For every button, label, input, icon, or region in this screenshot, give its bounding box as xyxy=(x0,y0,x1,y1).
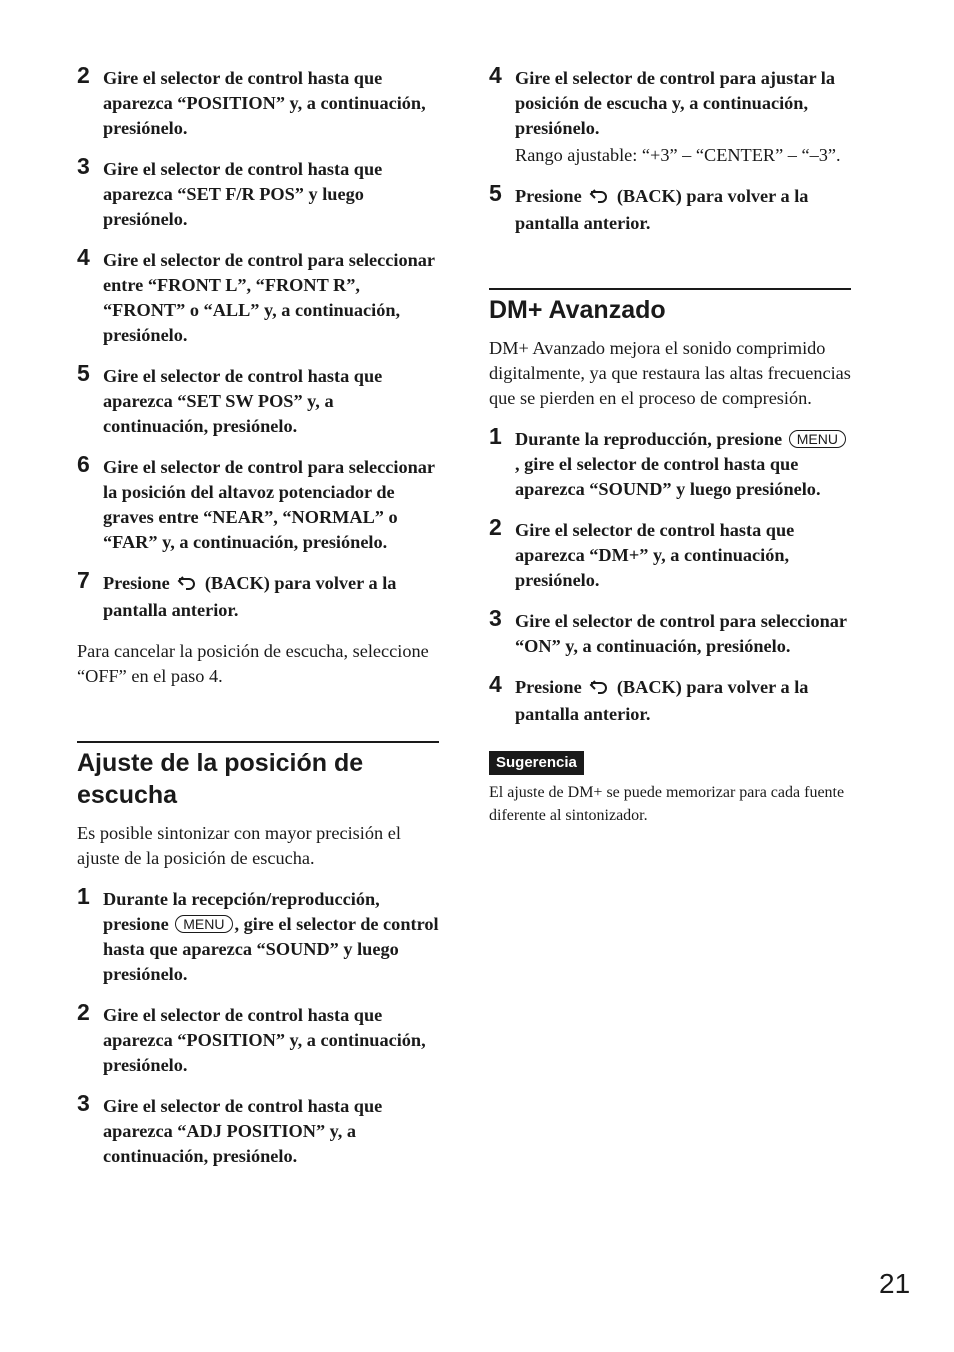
step-text: Gire el selector de control hasta que aparezca “POSITION” y, a continuación, presiónelo. xyxy=(103,1005,426,1075)
step-number: 6 xyxy=(77,451,90,477)
step-number: 3 xyxy=(77,153,90,179)
step-text-pre: Durante la recepción/reproducción, presione xyxy=(103,889,380,934)
step-3 xyxy=(77,153,439,232)
page-number: 21 xyxy=(879,1268,911,1299)
tip-text: El ajuste de DM+ se puede memorizar para cada fuente diferente al sintonizador. xyxy=(489,784,845,824)
step-number: 4 xyxy=(77,244,90,270)
step-number: 7 xyxy=(77,567,90,593)
menu-button-label: MENU xyxy=(789,430,846,448)
step-text-post: (BACK) para volver a la pantalla anterior. xyxy=(103,573,397,620)
step-text: Gire el selector de control hasta que aparezca “ADJ POSITION” y, a continuación, presiónelo. xyxy=(103,1096,383,1166)
step-text: Gire el selector de control para seleccionar “ON” y, a continuación, presiónelo. xyxy=(515,611,847,656)
step-text: Gire el selector de control para seleccionar la posición del altavoz potenciador de graves entre “NEAR”, “NORMAL” o “FAR” y, a continuación, presiónelo. xyxy=(103,457,435,552)
left-column xyxy=(77,62,439,1185)
step-text-post: , gire el selector de control hasta que aparezca “SOUND” y luego presiónelo. xyxy=(515,454,821,499)
step-4 xyxy=(489,671,851,727)
step-text: Gire el selector de control hasta que aparezca “POSITION” y, a continuación, presiónelo. xyxy=(103,68,426,138)
step-text-post: (BACK) para volver a la pantalla anterior. xyxy=(515,677,809,724)
section-title-posicion: Ajuste de la posición de escucha xyxy=(77,749,364,809)
step-text: Gire el selector de control hasta que aparezca “DM+” y, a continuación, presiónelo. xyxy=(515,520,795,590)
step-number: 4 xyxy=(489,62,502,88)
step-text: Gire el selector de control hasta que aparezca “SET F/R POS” y luego presiónelo. xyxy=(103,159,383,229)
step-text xyxy=(103,887,439,987)
right-column xyxy=(489,62,851,827)
step-text-post: (BACK) para volver a la pantalla anterior. xyxy=(515,186,809,233)
step-4 xyxy=(77,244,439,348)
step-text xyxy=(515,427,851,502)
section-intro: DM+ Avanzado mejora el sonido comprimido digitalmente, ya que restaura las altas frecuencias que se pierden en el proceso de compresión. xyxy=(489,338,851,408)
section-divider xyxy=(489,288,851,290)
step-number: 4 xyxy=(489,671,502,697)
step-number: 2 xyxy=(489,514,502,540)
step-5 xyxy=(77,360,439,439)
step-5 xyxy=(489,180,851,236)
step-text-post: , gire el selector de control hasta que aparezca “SOUND” y luego presiónelo. xyxy=(103,914,439,984)
step-1 xyxy=(489,423,851,502)
step-text-pre: Presione xyxy=(515,677,582,697)
step-note: Rango ajustable: “+3” – “CENTER” – “–3”. xyxy=(515,145,841,165)
section-divider xyxy=(77,741,439,743)
step-text-pre: Presione xyxy=(515,186,582,206)
step-text: Gire el selector de control hasta que aparezca “SET SW POS” y, a continuación, presiónelo. xyxy=(103,366,383,436)
step-number: 3 xyxy=(77,1090,90,1116)
step-text-pre: Durante la reproducción, presione xyxy=(515,429,783,449)
step-number: 3 xyxy=(489,605,502,631)
step-text xyxy=(103,571,439,623)
step-number: 2 xyxy=(77,999,90,1025)
back-icon xyxy=(589,186,609,211)
step-text: Gire el selector de control para ajustar la posición de escucha y, a continuación, presiónelo. xyxy=(515,68,836,138)
section-intro: Es posible sintonizar con mayor precisión el ajuste de la posición de escucha. xyxy=(77,823,401,868)
step-3 xyxy=(77,1090,439,1169)
back-icon xyxy=(177,573,197,598)
step-4 xyxy=(489,62,851,168)
step-text-pre: Presione xyxy=(103,573,170,593)
step-number: 5 xyxy=(77,360,90,386)
section-title-dm-avanzado: DM+ Avanzado xyxy=(489,296,666,324)
menu-button-label: MENU xyxy=(175,915,232,933)
cancel-note: Para cancelar la posición de escucha, seleccione “OFF” en el paso 4. xyxy=(77,641,429,686)
step-2 xyxy=(489,514,851,593)
step-number: 1 xyxy=(489,423,502,449)
step-2 xyxy=(77,999,439,1078)
back-icon xyxy=(589,677,609,702)
step-text xyxy=(515,675,851,727)
step-7 xyxy=(77,567,439,623)
step-number: 1 xyxy=(77,883,90,909)
step-text xyxy=(515,184,851,236)
step-6 xyxy=(77,451,439,555)
step-text: Gire el selector de control para seleccionar entre “FRONT L”, “FRONT R”, “FRONT” o “ALL” y, a continuación, presiónelo. xyxy=(103,250,435,345)
step-3 xyxy=(489,605,851,659)
step-1 xyxy=(77,883,439,987)
step-2 xyxy=(77,62,439,141)
step-number: 5 xyxy=(489,180,502,206)
tip-badge: Sugerencia xyxy=(489,751,584,775)
step-number: 2 xyxy=(77,62,90,88)
